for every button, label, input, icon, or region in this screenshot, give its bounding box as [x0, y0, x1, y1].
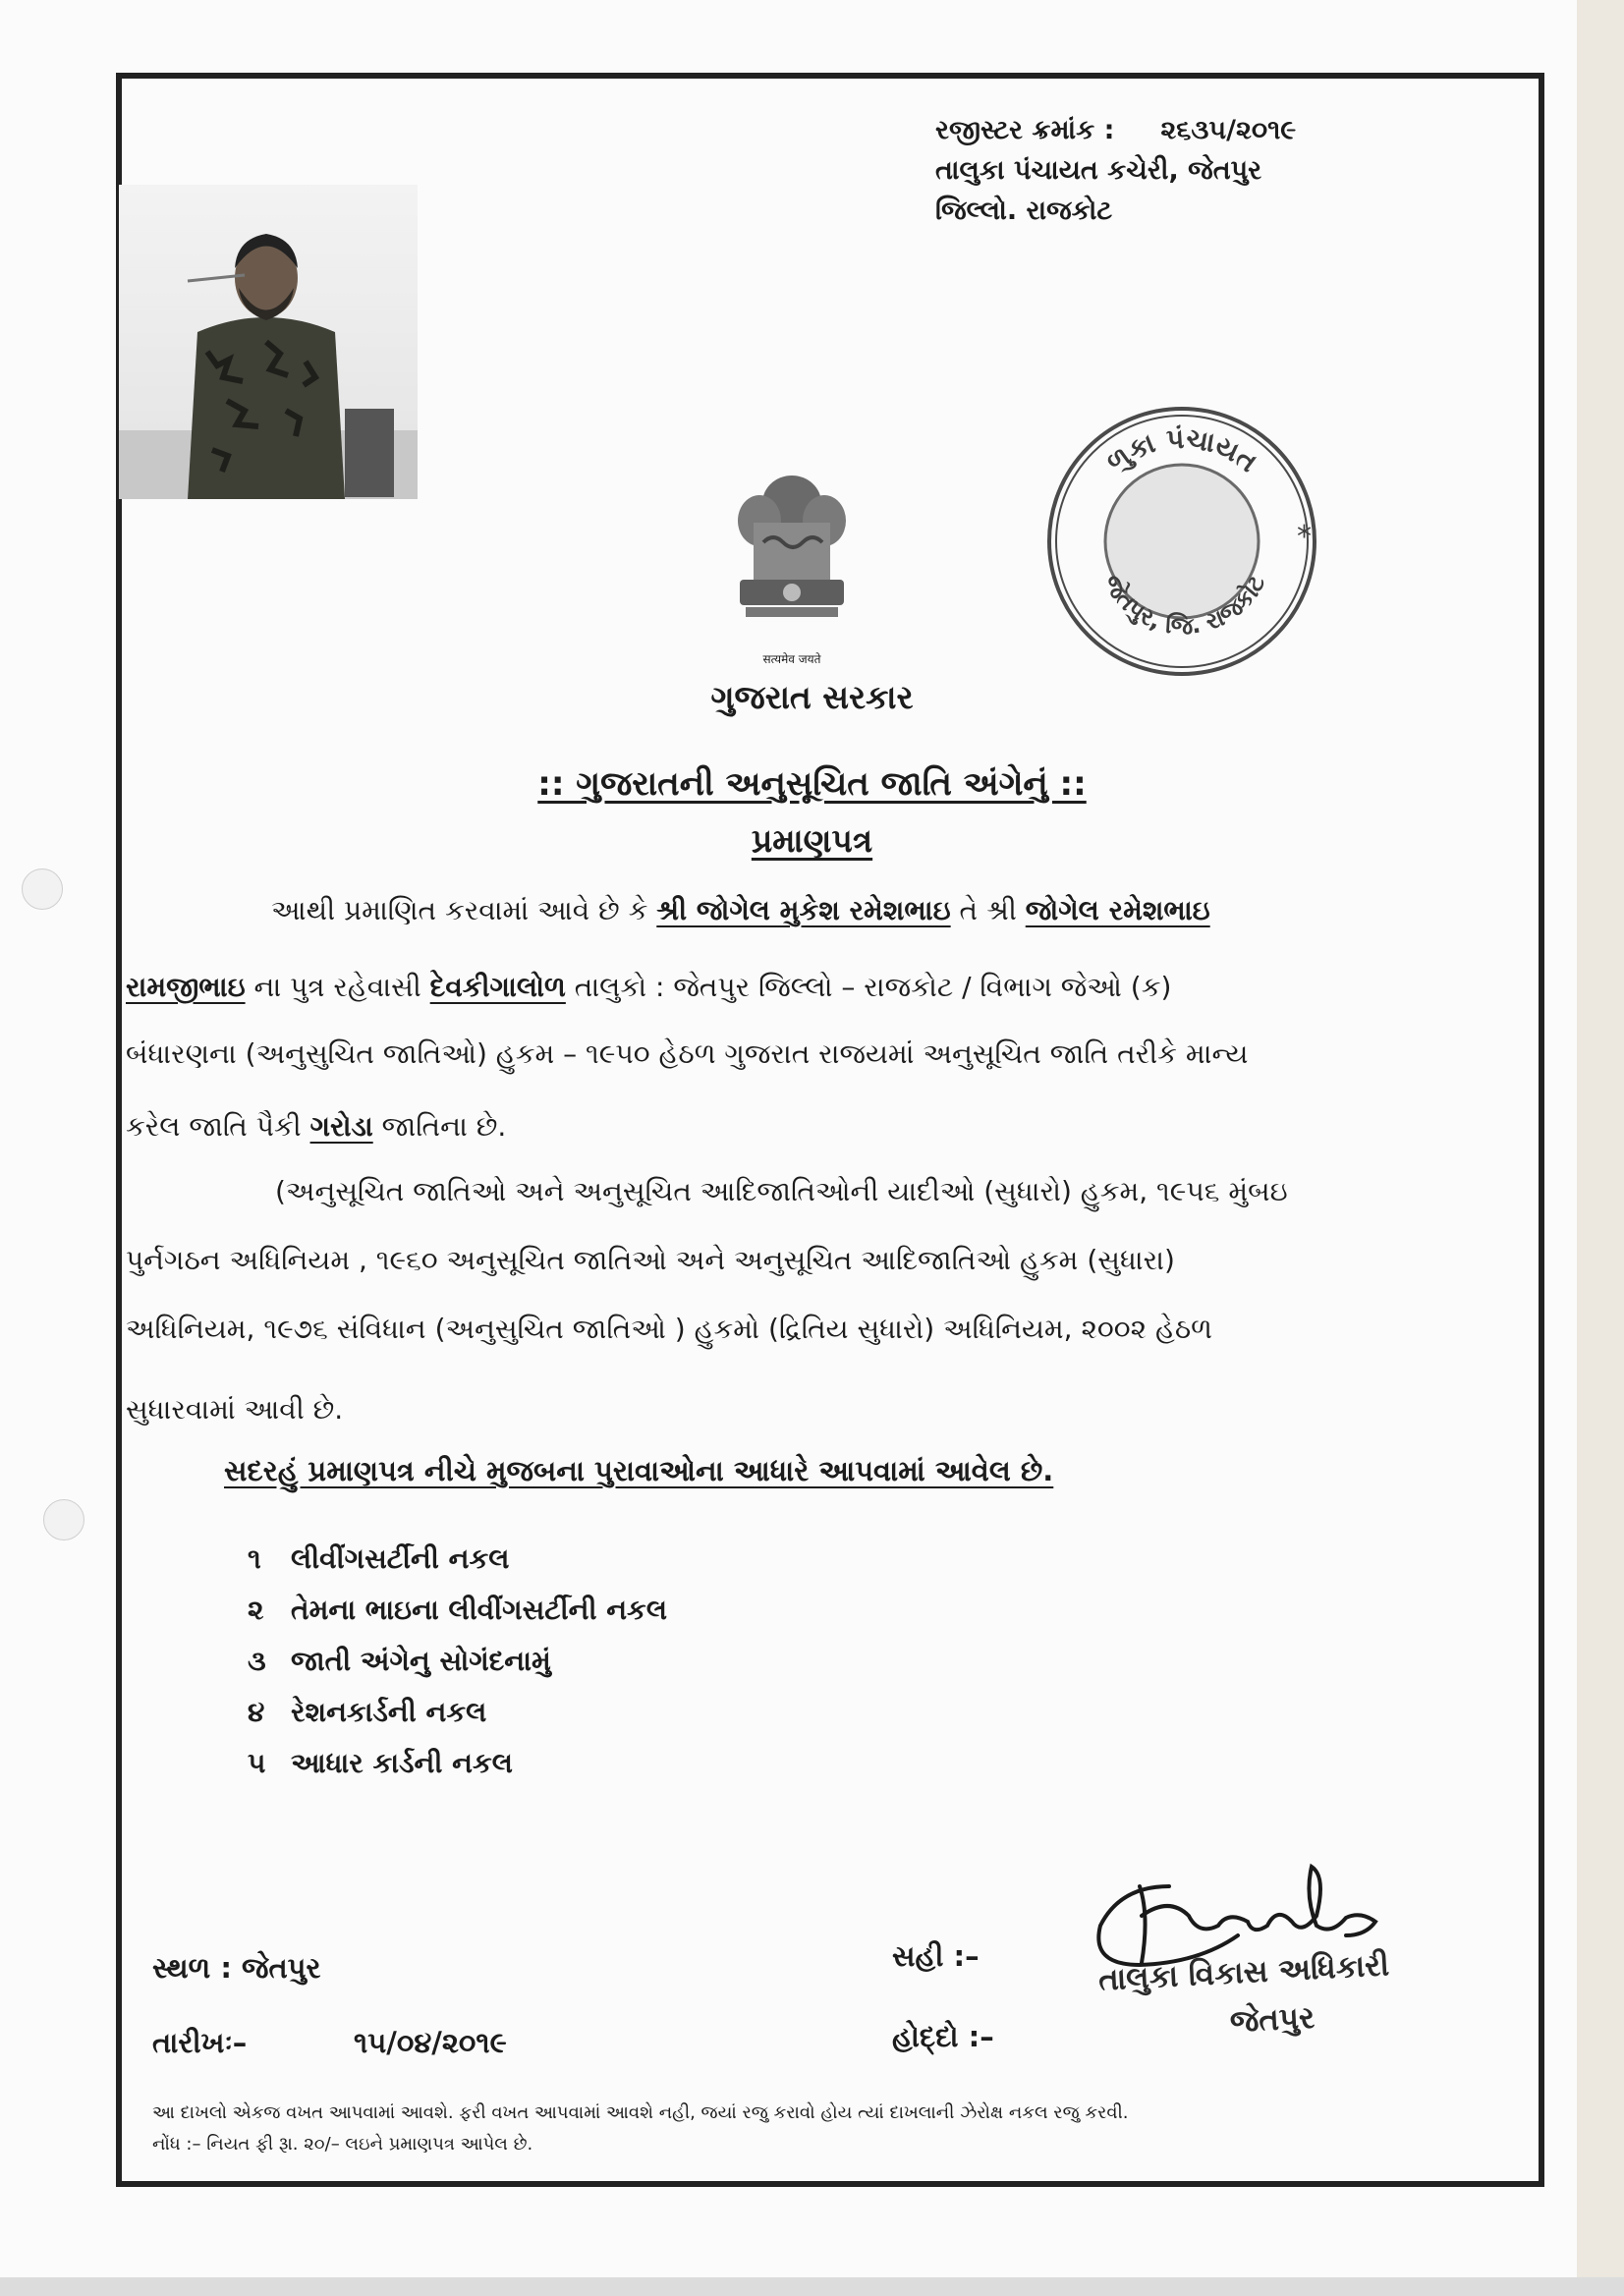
- list-item: ૪ રેશનકાર્ડની નકલ: [248, 1696, 487, 1728]
- emblem-motto: सत्यमेव जयते: [762, 652, 821, 666]
- register-label: રજીસ્ટર ક્રમાંક :: [935, 115, 1115, 145]
- caste-name: ગરોડા: [309, 1110, 373, 1143]
- village-name: દેવકીગાલોળ: [429, 971, 566, 1003]
- holder-photo: [119, 185, 418, 499]
- para2-line1: (અનુસૂચિત જાતિઓ અને અનુસૂચિત આદિજાતિઓની યાદીઓ (સુધારો) હુકમ, ૧૯૫૬ મુંબઇ: [275, 1175, 1288, 1207]
- para1-line4: [126, 1110, 1501, 1144]
- register-number: ૨૬૩૫/૨૦૧૯: [1160, 115, 1297, 145]
- father-name: જોગેલ રમેશભાઇ: [1025, 894, 1210, 926]
- para1-text: આથી પ્રમાણિત કરવામાં આવે છે કે: [271, 894, 657, 926]
- para1-line3: બંધારણના (અનુસુચિત જાતિઓ) હુકમ – ૧૯૫૦ હેઠળ ગુજરાત રાજયમાં અનુસૂચિત જાતિ તરીકે માન્ય: [126, 1037, 1249, 1070]
- punch-hole: [22, 868, 63, 910]
- list-item: ૫ આધાર કાર્ડની નકલ: [248, 1747, 513, 1779]
- para1-text: કરેલ જાતિ પૈકી: [126, 1110, 310, 1143]
- date-value: ૧૫/૦૪/૨૦૧૯: [354, 2026, 507, 2059]
- para1-text: તે શ્રી: [950, 894, 1026, 926]
- punch-hole: [43, 1499, 84, 1540]
- para1-line2: [126, 971, 1501, 1004]
- designation-label: હોદ્દો :–: [892, 2020, 994, 2053]
- para1-line1: [271, 894, 1624, 927]
- government-name: ગુજરાત સરકાર: [710, 678, 914, 716]
- list-item: ૨ તેમના ભાઇના લીવીંગસર્ટીની નકલ: [248, 1594, 667, 1626]
- office-name: તાલુકા પંચાયત કચેરી, જેતપુર: [935, 155, 1262, 186]
- date-label: તારીખઃ–: [152, 2026, 248, 2059]
- place-label: સ્થળ : જેતપુર: [152, 1951, 321, 1985]
- para2-line4: સુધારવામાં આવી છે.: [126, 1393, 344, 1426]
- holder-name: શ્રી જોગેલ મુકેશ રમેશભાઇ: [656, 894, 951, 926]
- proof-list: [248, 1542, 667, 1798]
- page-edge-strip: [1577, 0, 1624, 2296]
- list-item: ૩ જાતી અંગેનુ સોગંદનામું: [248, 1645, 551, 1677]
- para2-line2: પુર્નગઠન અધિનિયમ , ૧૯૬૦ અનુસૂચિત જાતિઓ અને અનુસૂચિત આદિજાતિઓ હુકમ (સુધારા): [126, 1244, 1175, 1276]
- certificate-subtitle: પ્રમાણપત્ર: [751, 821, 873, 860]
- district-name: જિલ્લો. રાજકોટ: [935, 196, 1113, 226]
- state-emblem-icon: [724, 464, 860, 660]
- register-block: [935, 110, 1296, 231]
- stamp-designation: તાલુકા વિકાસ અધિકારી: [1097, 1947, 1390, 1998]
- para2-line3: અધિનિયમ, ૧૯૭૬ સંવિધાન (અનુસુચિત જાતિઓ ) હુકમો (દ્રિતિય સુધારો) અધિનિયમ, ૨૦૦૨ હેઠળ: [126, 1313, 1213, 1345]
- stamp-place: જેતપુર: [1229, 1999, 1316, 2041]
- para1-text: ના પુત્ર રહેવાસી: [245, 971, 430, 1003]
- note-line2: નોંધ :– નિયત ફી રૂા. ૨૦/– લઇને પ્રમાણપત્ર આપેલ છે.: [152, 2134, 533, 2155]
- svg-text:*: *: [1297, 520, 1312, 554]
- scan-bottom-edge: [0, 2277, 1624, 2296]
- para1-text: તાલુકો : જેતપુર જિલ્લો – રાજકોટ / વિભાગ જેઓ (ક): [565, 971, 1172, 1003]
- seal-text-top: ળુકા પંચાયત: [1100, 421, 1264, 479]
- sign-label: સહી :–: [892, 1939, 980, 1973]
- list-item: ૧ લીવીંગસર્ટીની નકલ: [248, 1542, 510, 1575]
- note-line1: આ દાખલો એકજ વખત આપવામાં આવશે. ફરી વખત આપવામાં આવશે નહી, જયાં રજુ કરાવો હોય ત્યાં દાખલાની ઝેરોક્ષ નકલ રજુ કરવી.: [152, 2102, 1129, 2123]
- certificate-title: :: ગુજરાતની અનુસૂચિત જાતિ અંગેનું ::: [537, 764, 1087, 804]
- round-seal-icon: [1039, 399, 1324, 684]
- seal-text-bottom: જેતપુર, જિ. રાજકોટ: [1097, 570, 1271, 641]
- father-name-cont: રામજીભાઇ: [126, 971, 246, 1003]
- para1-text: જાતિના છે.: [372, 1110, 507, 1143]
- proof-title: સદરહું પ્રમાણપત્ર નીચે મુજબના પુરાવાઓના આધારે આપવામાં આવેલ છે.: [224, 1454, 1054, 1487]
